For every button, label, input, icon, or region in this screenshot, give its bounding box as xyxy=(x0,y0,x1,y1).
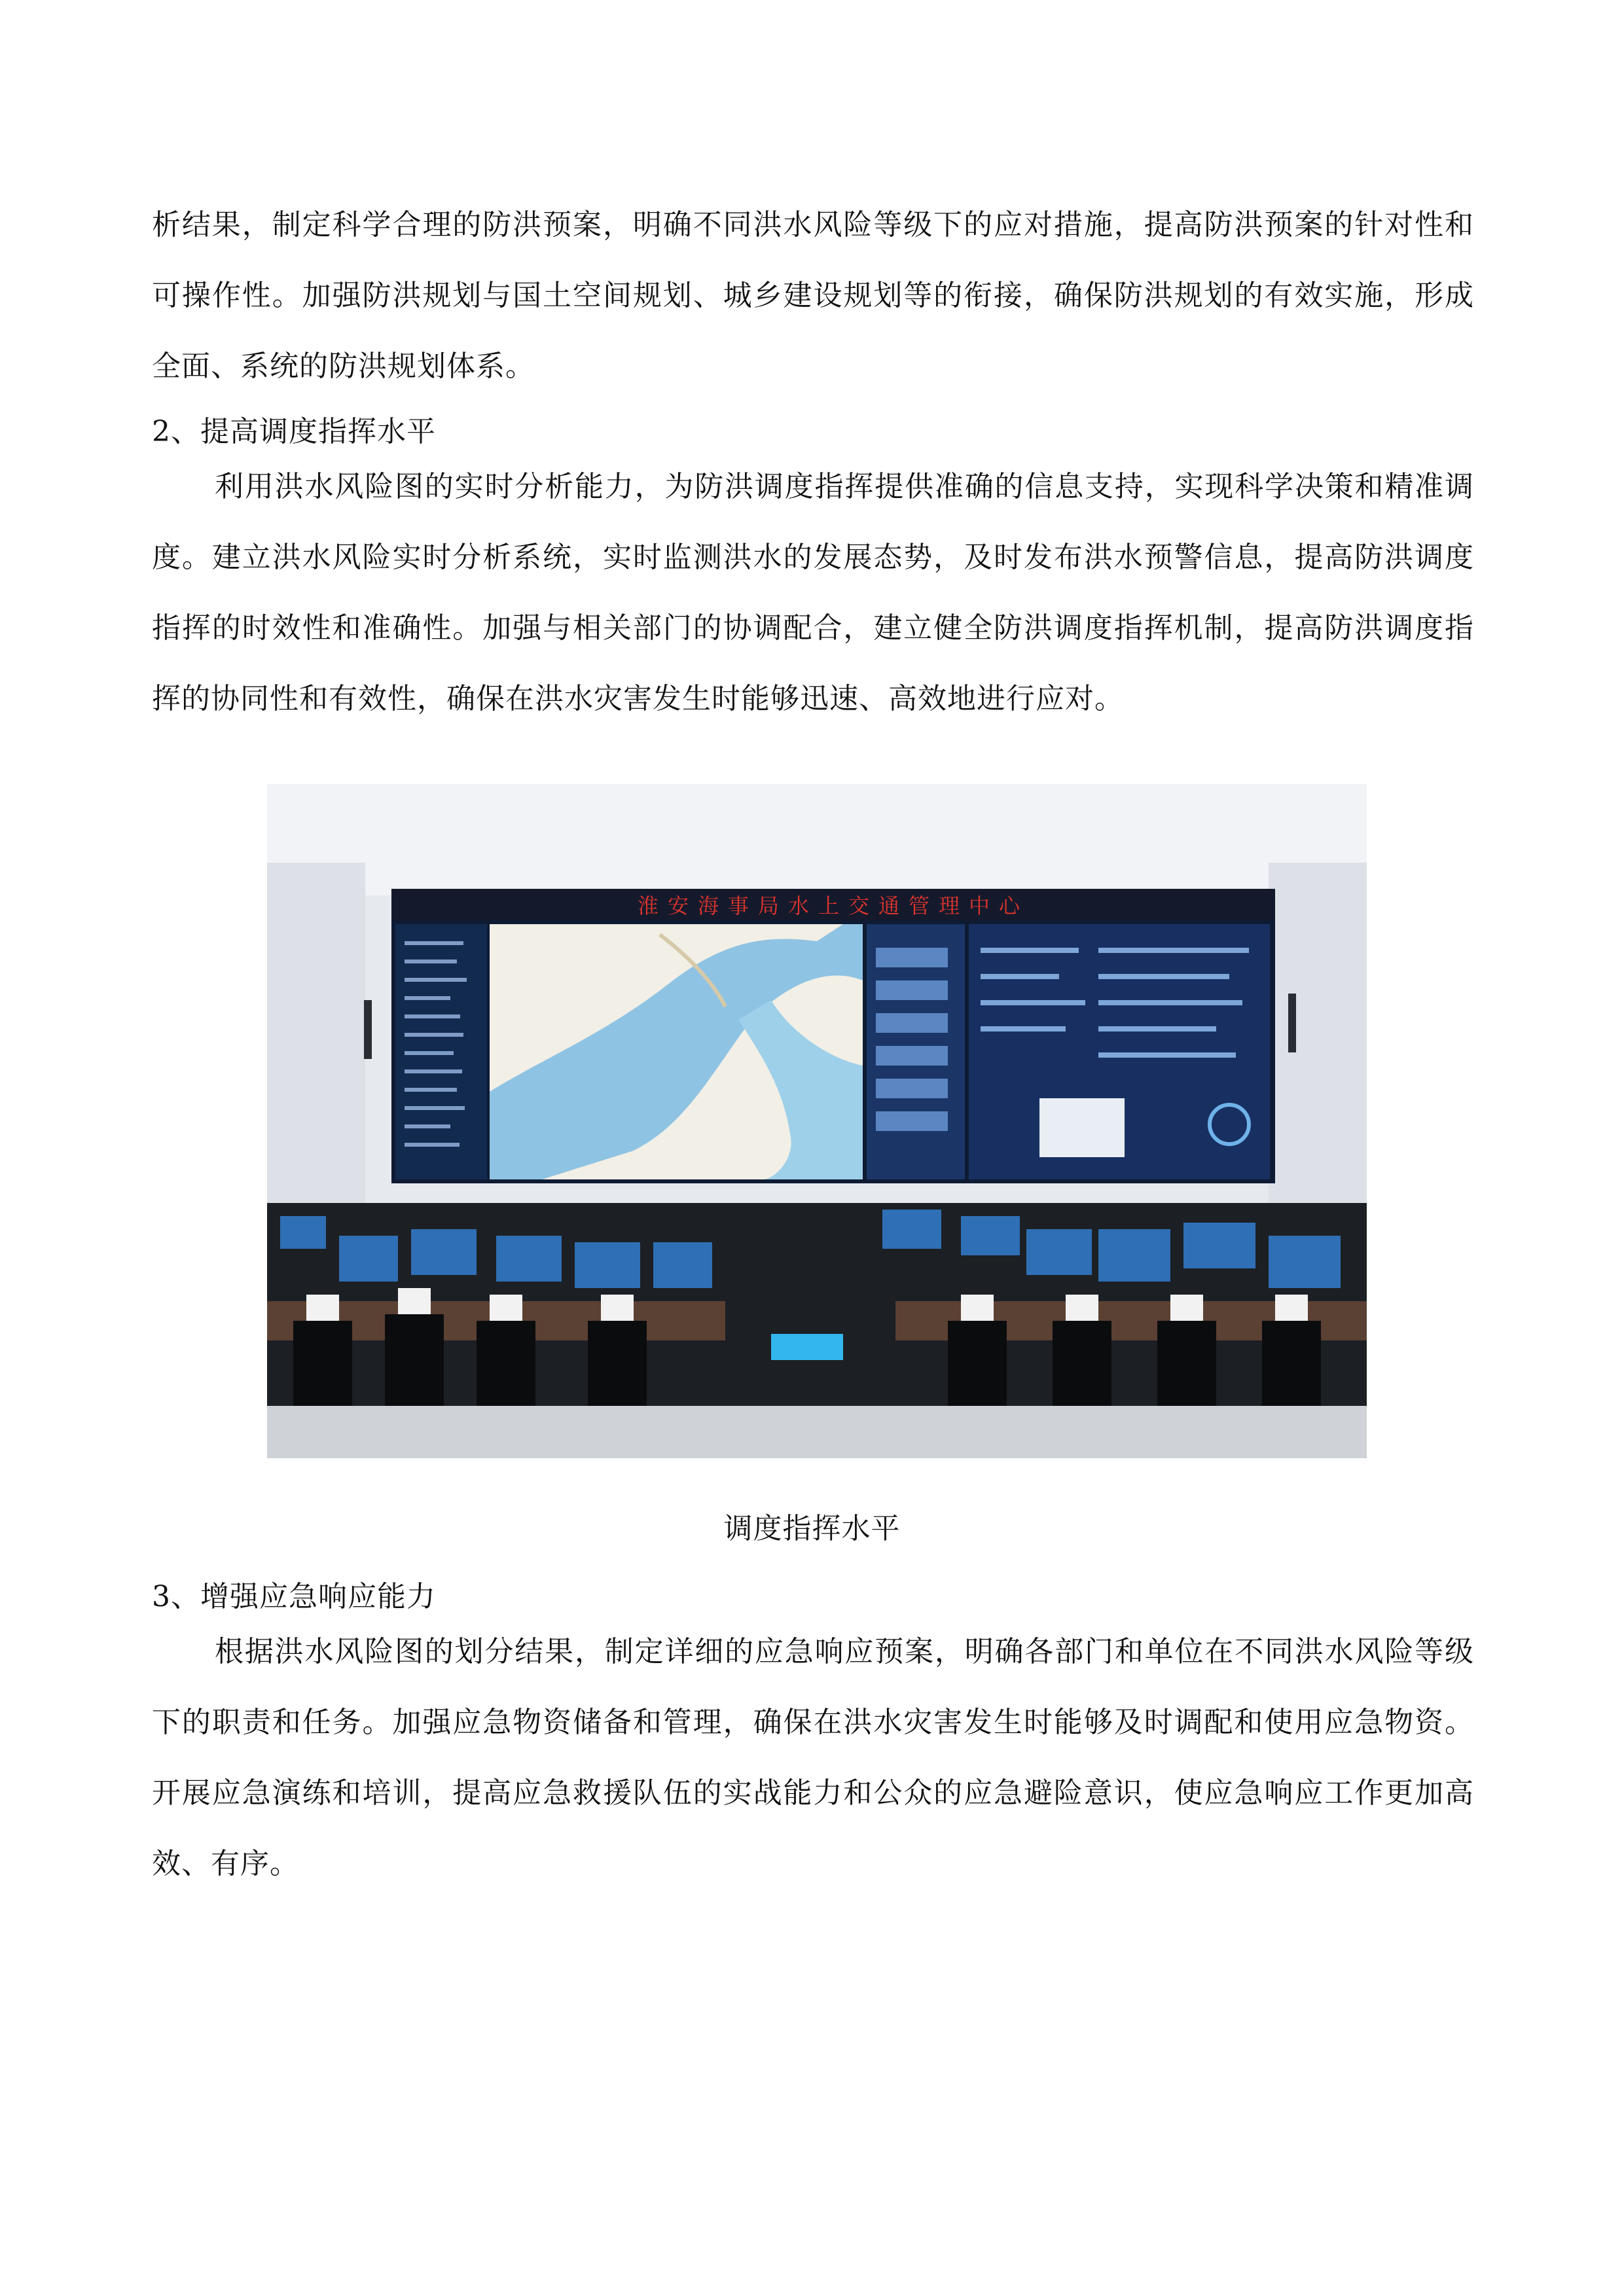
section-heading-3: 3、增强应急响应能力 xyxy=(152,1580,436,1613)
screen-banner: 淮安海事局水上交通管理中心 xyxy=(637,893,1030,918)
paragraph-continuation: 析结果，制定科学合理的防洪预案，明确不同洪水风险等级下的应对措施，提高防洪预案的针对性和可操作性。加强防洪规划与国土空间规划、城乡建设规划等的衔接，确保防洪规划的有效实施，形成全面、系统的防洪规划体系。 xyxy=(152,208,1474,383)
section-body-3: 根据洪水风险图的划分结果，制定详细的应急响应预案，明确各部门和单位在不同洪水风险等级下的职责和任务。加强应急物资储备和管理，确保在洪水灾害发生时能够及时调配和使用应急物资。开展应急演练和培训，提高应急救援队伍的实战能力和公众的应急避险意识，使应急响应工作更加高效、有序。 xyxy=(152,1635,1474,1880)
command-center-photo xyxy=(267,784,1367,1458)
section-body-2: 利用洪水风险图的实时分析能力，为防洪调度指挥提供准确的信息支持，实现科学决策和精准调度。建立洪水风险实时分析系统，实时监测洪水的发展态势，及时发布洪水预警信息，提高防洪调度指挥的时效性和准确性。加强与相关部门的协调配合，建立健全防洪调度指挥机制，提高防洪调度指挥的协同性和有效性，确保在洪水灾害发生时能够迅速、高效地进行应对。 xyxy=(152,470,1474,715)
section-heading-2: 2、提高调度指挥水平 xyxy=(152,415,436,448)
figure-caption: 调度指挥水平 xyxy=(723,1512,901,1545)
